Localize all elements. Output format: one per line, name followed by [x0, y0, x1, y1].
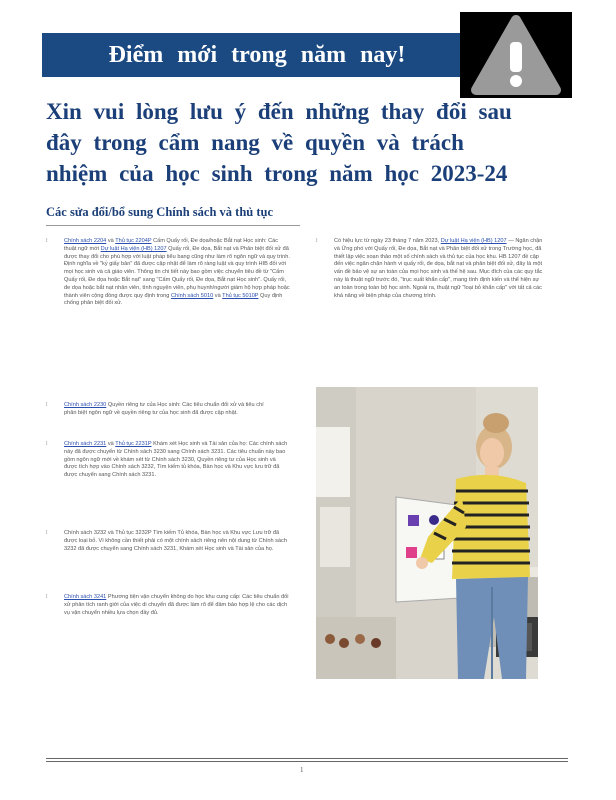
list-item: [46, 402, 274, 418]
item-text: Chính sách 3232 và Thủ tục 3232P Tìm kiếm Tủ khóa, Bàn học và Khu vực Lưu trữ đã được loại bỏ. Vì không cần thiết phải có một chính sách riêng nên nội dung từ Chính sách 3232 đã được chuyển sang Chính sách 3231, Khám xét Học sinh và Tài sản của họ.: [64, 530, 287, 552]
item-text: Quy định chống phân biệt đối xử.: [64, 292, 283, 307]
item-text: và: [106, 238, 116, 244]
bullet: ⁞: [46, 238, 48, 244]
footer-rule-top: [46, 758, 568, 759]
list-item: [46, 530, 290, 553]
item-text: và: [106, 441, 116, 447]
policy-link-2204[interactable]: Chính sách 2204: [64, 238, 107, 244]
item-text: Có hiệu lực từ ngày 23 tháng 7 năm 2023,: [334, 238, 441, 244]
footer-rule-bottom: [46, 761, 568, 762]
policy-link-2230[interactable]: Chính sách 2230: [64, 402, 107, 408]
item-text: Phương tiện vận chuyển không do học khu cung cấp: Các tiêu chuẩn đối xử phân tích ranh giới của việc di chuyển đã được làm rõ để đảm bảo hợp lệ cho các dịch vụ vận chuyển nhiều lựa chọn đầy đủ.: [64, 594, 289, 616]
section-subhead: Các sửa đổi/bổ sung Chính sách và thủ tục: [46, 205, 274, 219]
banner-title: Điểm mới trong năm nay!: [108, 42, 406, 68]
bullet: ⁞: [46, 530, 48, 536]
list-item: [46, 594, 290, 617]
hb1207-link[interactable]: Dự luật Hạ viện (HB) 1207: [100, 245, 167, 252]
policy-link-5010[interactable]: Chính sách 5010: [170, 292, 214, 299]
procedure-link-2204p[interactable]: Thủ tục 2204P: [115, 238, 152, 244]
bullet: ⁞: [316, 238, 318, 244]
item-text: Khám xét Học sinh và Tài sản của họ: Các chính sách này đã được chuyển từ Chính sách 3230 sang Chính sách 3231. Các tiêu chuẩn này bao gồm ngôn ngữ mới về khám xét từ Chính sách 3230, Quyền riêng tư của Học sinh và được tích hợp vào Chính sách 3232, Tìm kiếm tủ khóa, Bàn học và Khu vực lưu trữ đã được chuyển sang Chính sách 3231.: [64, 441, 288, 479]
classroom-photo: [316, 387, 538, 679]
procedure-link-5010p[interactable]: Thủ tục 5010P: [222, 292, 259, 299]
item-text: và: [213, 292, 223, 299]
item-text: Cấm Quấy rối, Đe dọa/hoặc Bắt nạt Học sinh: Các thuật ngữ mới: [64, 238, 279, 252]
warning-icon: [460, 12, 572, 98]
list-item: [46, 441, 290, 480]
section-divider: [46, 225, 300, 226]
policy-link-2231[interactable]: Chính sách 2231: [64, 441, 107, 447]
bullet: ⁞: [46, 402, 48, 408]
item-text: Quyền riêng tư của Học sinh: Các tiêu chuẩn đối xử và tiêu chí phân biệt ngôn ngữ về quyền riêng tư của học sinh đã được cập nhật.: [64, 402, 264, 416]
list-item: [316, 238, 544, 300]
page-headline: Xin vui lòng lưu ý đến những thay đổi sau đây trong cẩm nang về quyền và trách nhiệm của học sinh trong năm học 2023-24: [46, 99, 512, 186]
list-item: [46, 238, 290, 308]
page-number: 1: [300, 766, 304, 774]
bullet: ⁞: [46, 441, 48, 447]
item-text: Quấy rối, Đe dọa, Bắt nạt và Phân biệt đối xử đã được thay đổi cho phù hợp với luật pháp tiểu bang cũng như làm rõ ngôn ngữ và quy trình. Định nghĩa về "kỷ giấy bản" đã được cập nhật để làm rõ ràng luật và quy trình HIB đối với mọi học sinh và cả giáo viên. Thông tin chi tiết này bao gồm việc chuyển tiêu đề từ "Cấm Quấy rối, Đe dọa hoặc Bắt nạt" sang "Cấm Quấy rối, Đe dọa, Bắt nạt Học sinh". Quấy rối, đe dọa hoặc bắt nạt nhân viên, tình nguyện viên, phụ huynh/người giám hộ hợp pháp hoặc thành viên cộng đồng được quy định trong: [64, 245, 290, 299]
hb1207-link-right[interactable]: Dự luật Hạ viện (HB) 1207: [440, 238, 507, 244]
procedure-link-2231p[interactable]: Thủ tục 2231P: [115, 441, 152, 447]
policy-link-3241[interactable]: Chính sách 3241: [64, 594, 107, 600]
item-text: — Ngăn chặn và Ứng phó với Quấy rối, Đe dọa, Bắt nạt và Phân biệt đối xử trong Trường học, đã thiết lập việc soạn thảo một số chính sách và thủ tục của học khu. HB 1207 đề cập đến việc ngăn chặn hành vi quấy rối, đe dọa, bắt nạt và phân biệt đối xử, đây là một vấn đề bảo vệ sự an toàn của mọi học sinh và thế hệ sau. Mục đích của các quy tắc này là thuật ngữ trước đó, "trục xuất khẩn cấp", mang tính định kiến và thể hiện sự an toàn trong toàn bộ học sinh. Ngoài ra, thuật ngữ "loại bỏ khẩn cấp" với tất cả các khả năng về biện pháp của chương trình.: [334, 238, 543, 299]
bullet: ⁞: [46, 594, 48, 600]
